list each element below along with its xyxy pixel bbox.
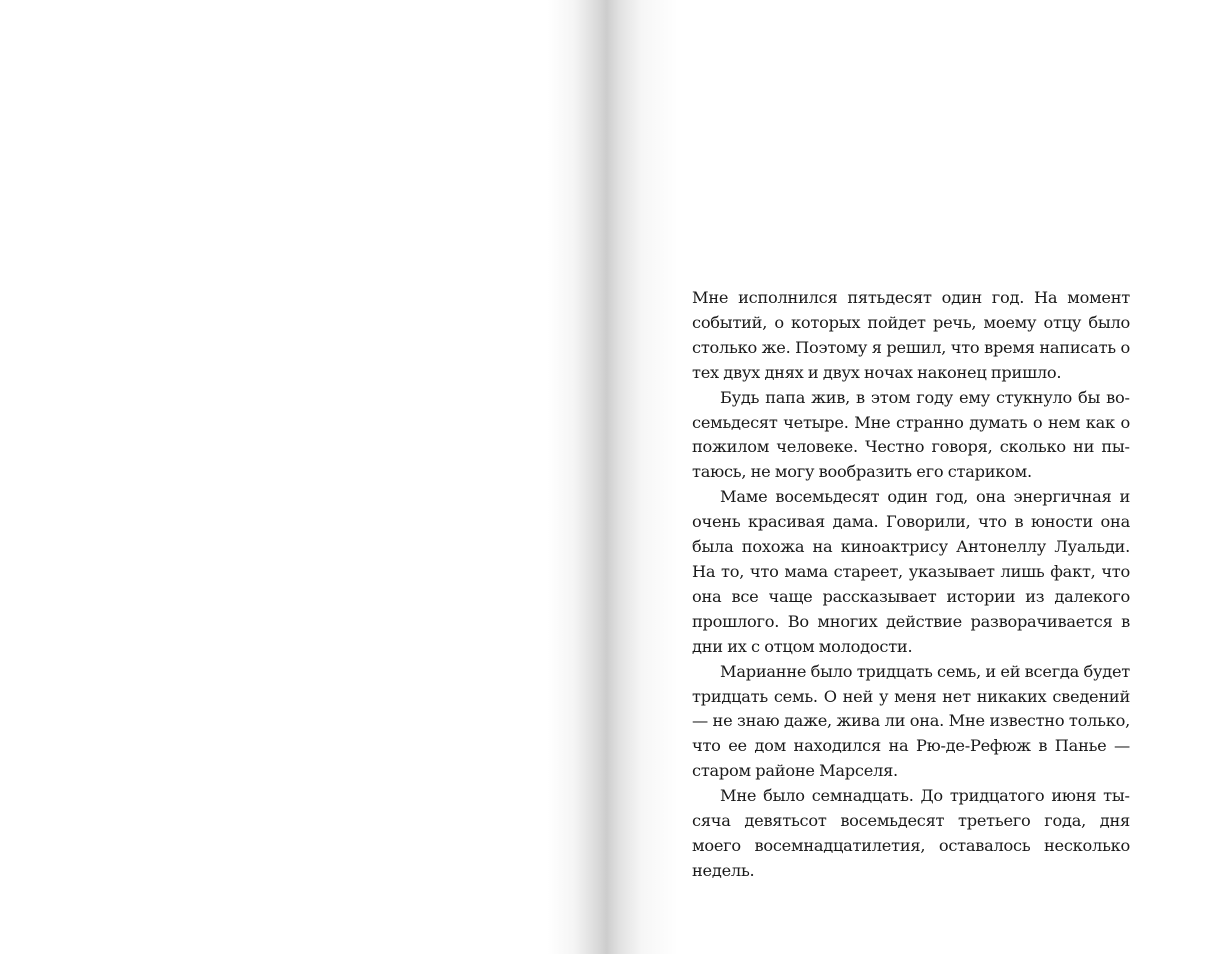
paragraph-3: Маме восемьдесят один год, она энергичная и очень красивая дама. Говорили, что в юности она была похожа на киноактрису Антонеллу Луальди. На то, что мама стареет, указывает лишь факт, что она все чаще рассказывает истории из далекого прошлого. Во многих действие разворачивается в дни их с отцом молодости. [692, 487, 1130, 656]
book-gutter-shadow [548, 0, 678, 954]
paragraph-2: Будь папа жив, в этом году ему стукнуло бы восемьдесят четыре. Мне странно думать о нем как о пожилом человеке. Честно говоря, сколько ни пытаюсь, не могу вообразить его стариком. [692, 387, 1130, 482]
paragraph-4: Марианне было тридцать семь, и ей всегда будет тридцать семь. О ней у меня нет никаких сведений — не знаю даже, жива ли она. Мне известно только, что ее дом находился на Рю-де-Рефюж в Панье — старом районе Марселя. [692, 661, 1130, 781]
paragraph-1: Мне исполнился пятьдесят один год. На момент событий, о которых пойдет речь, моему отцу было столько же. Поэтому я решил, что время написать о тех двух днях и двух ночах наконец пришло. [692, 288, 1130, 382]
page-text [692, 286, 1130, 884]
paragraph-5: Мне было семнадцать. До тридцатого июня тысяча девятьсот восемьдесят третьего года, дня моего восемнадцатилетия, оставалось несколько недель. [692, 786, 1130, 880]
